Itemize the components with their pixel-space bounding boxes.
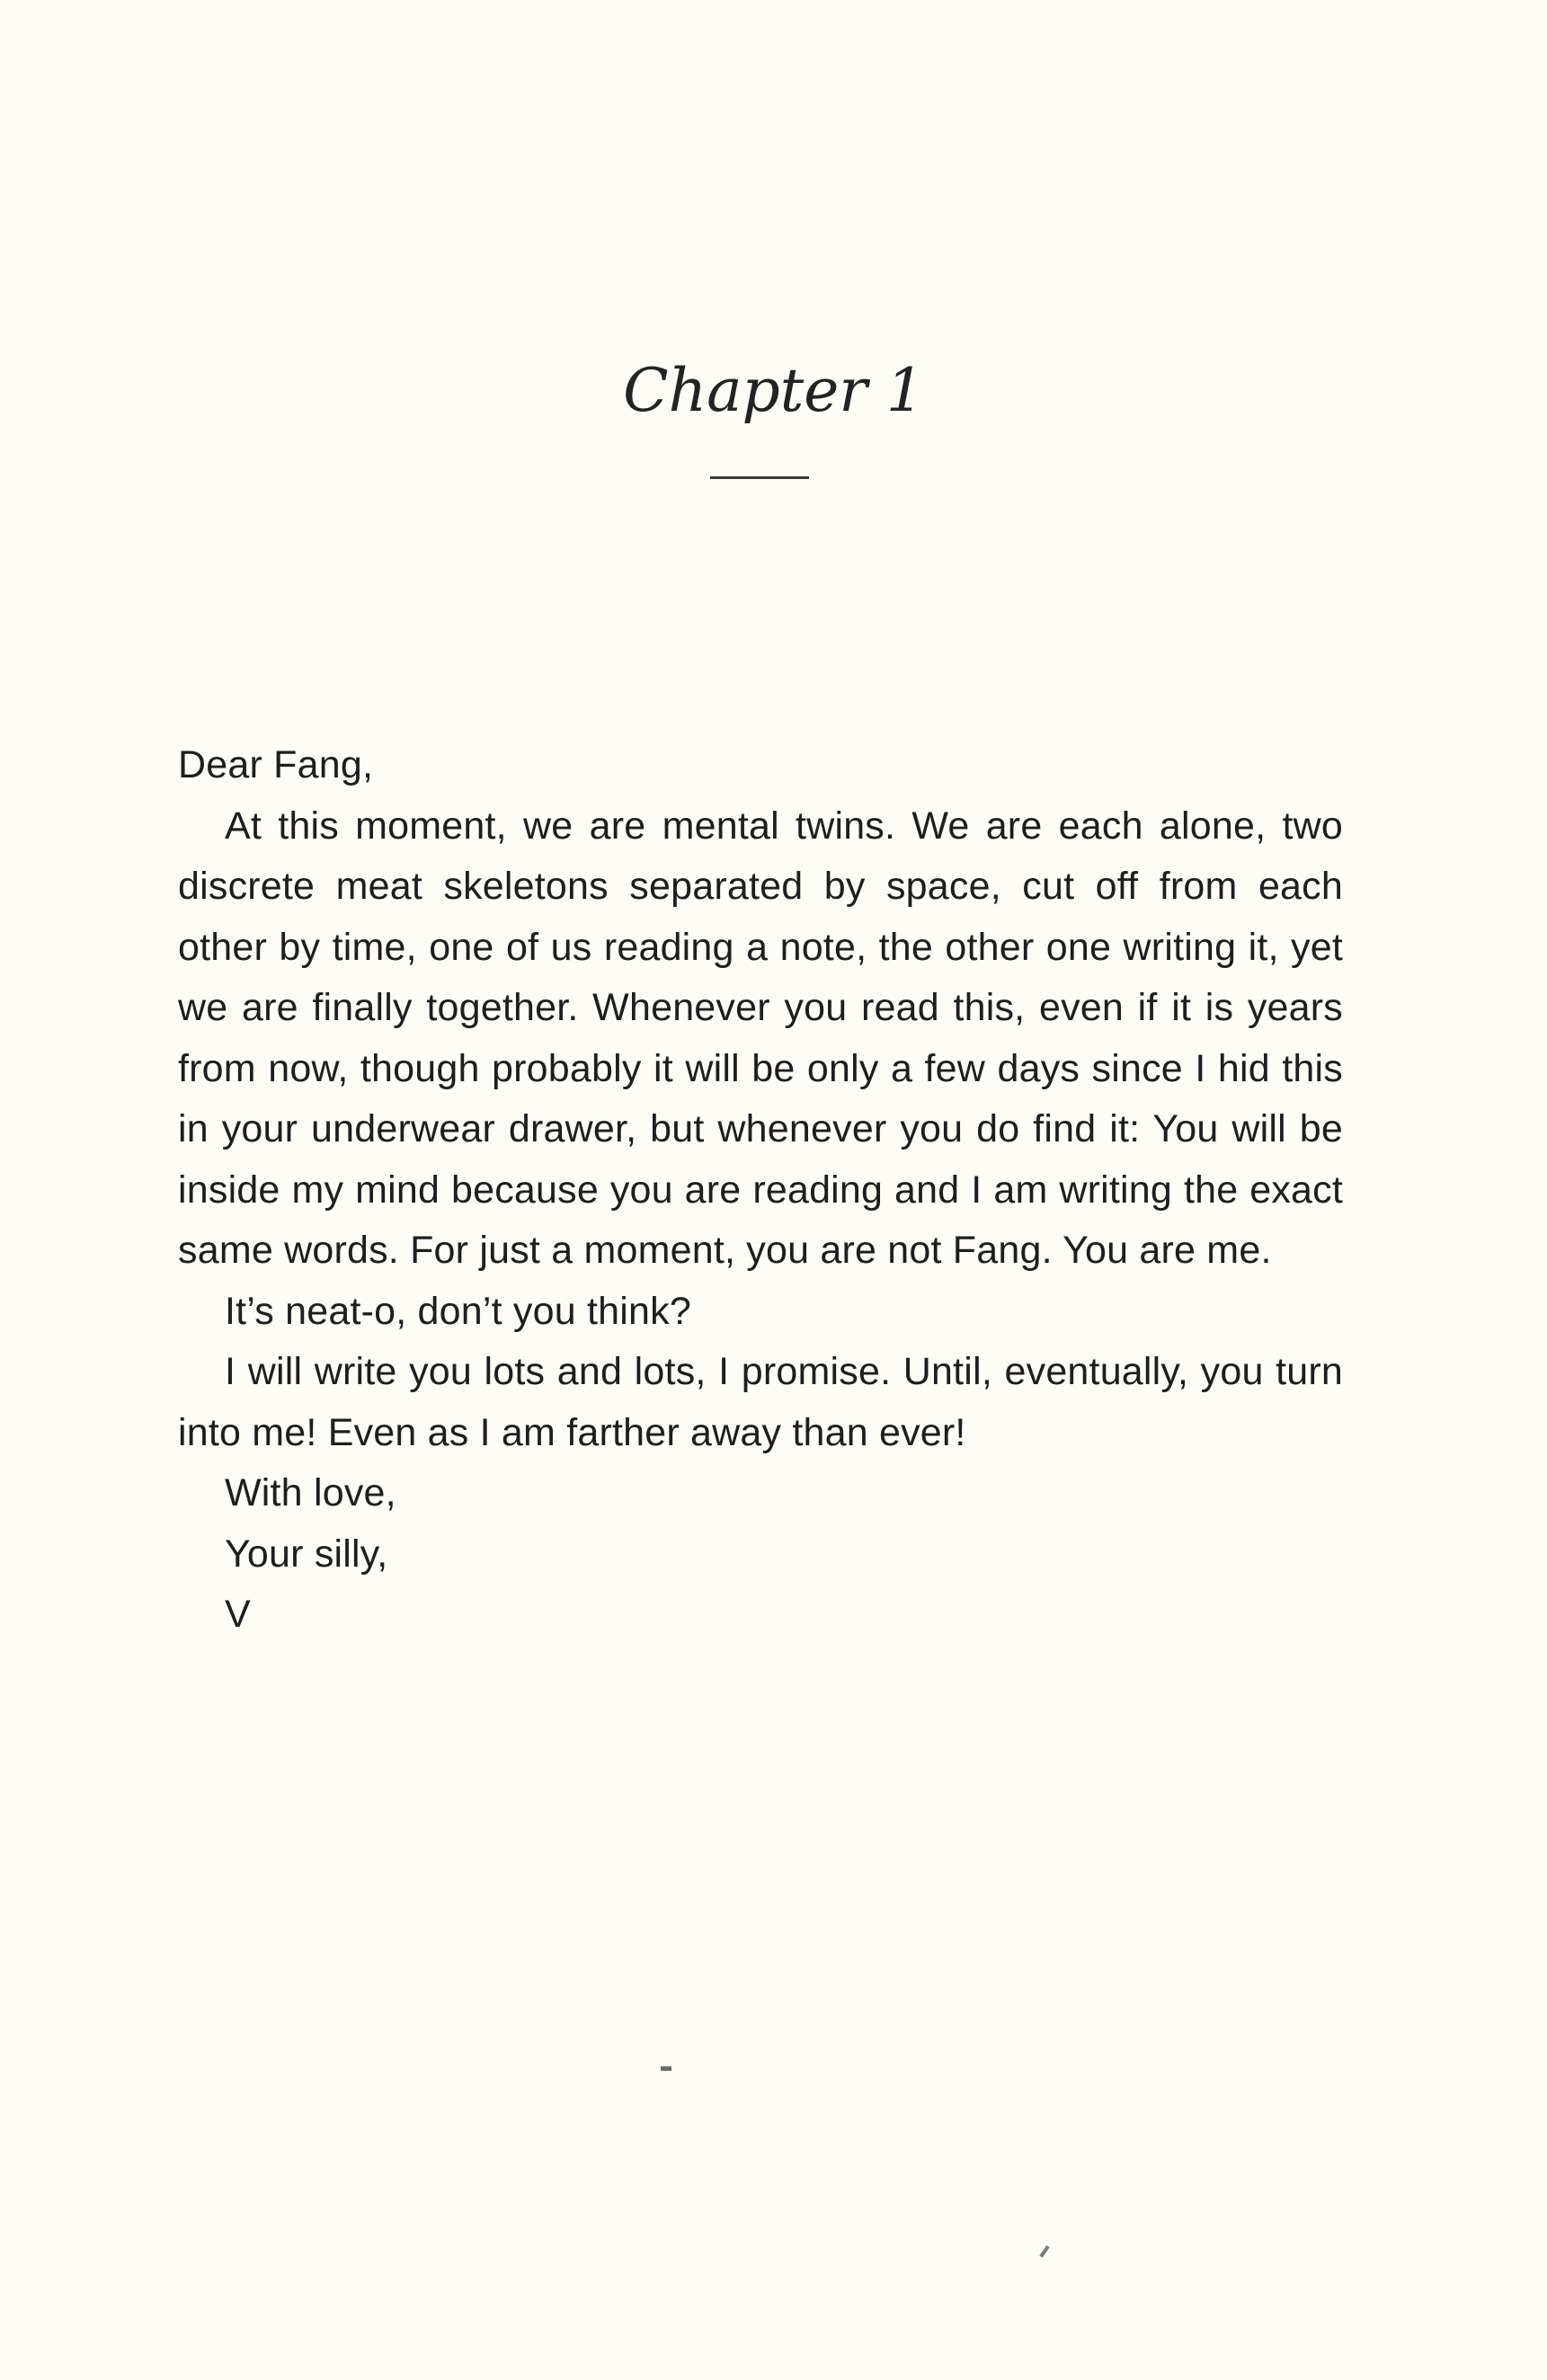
chapter-title: Chapter 1 bbox=[623, 356, 924, 425]
letter-signature: V bbox=[225, 1593, 251, 1636]
scan-speck bbox=[1039, 2245, 1049, 2258]
letter-paragraph-2: It’s neat-o, don’t you think? bbox=[225, 1289, 691, 1333]
letter-closing-line-2: Your silly, bbox=[225, 1532, 388, 1576]
letter-closing-line-1: With love, bbox=[225, 1471, 396, 1514]
letter-body bbox=[178, 735, 1343, 1646]
scan-speck bbox=[661, 2066, 671, 2071]
title-divider bbox=[710, 476, 809, 479]
letter-paragraph-3: I will write you lots and lots, I promise. Until, eventually, you turn into me! Even as I am farther away than ever! bbox=[178, 1350, 1343, 1454]
letter-paragraph-1: At this moment, we are mental twins. We are each alone, two discrete meat skeletons separated by space, cut off from each other by time, one of us reading a note, the other one writing it, yet we are finally together. Whenever you read this, even if it is years from now, though probably it will be only a few days since I hid this in your underwear drawer, but whenever you do find it: You will be inside my mind because you are reading and I am writing the exact same words. For just a moment, you are not Fang. You are me. bbox=[178, 804, 1343, 1272]
letter-salutation: Dear Fang, bbox=[178, 743, 374, 786]
